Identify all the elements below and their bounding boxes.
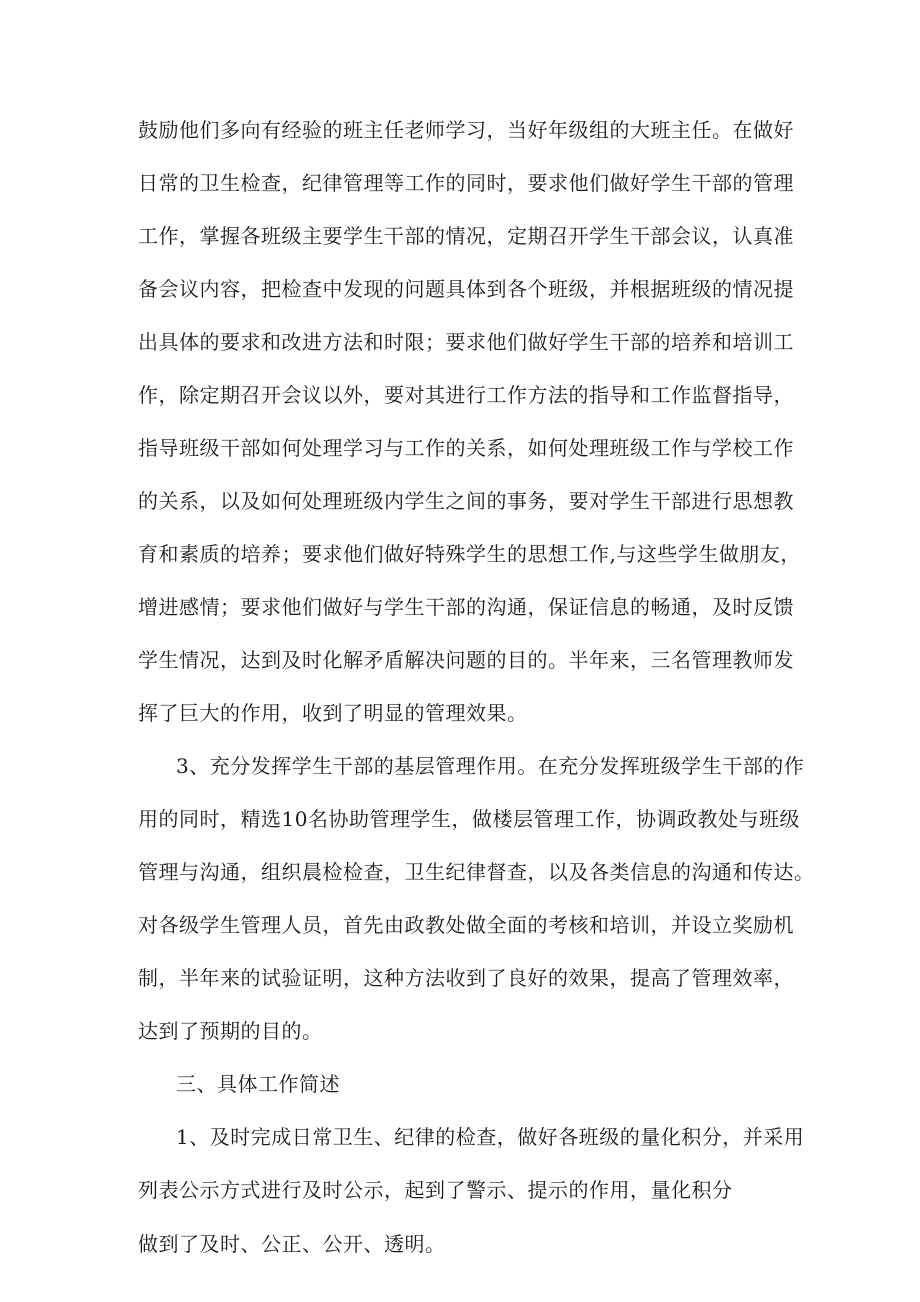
text-line: 指导班级干部如何处理学习与工作的关系，如何处理班级工作与学校工作: [138, 436, 794, 460]
paragraph-heading-1: 1、及时完成日常卫生、纪律的检查，做好各班级的量化积分，并采用: [176, 1125, 805, 1149]
paragraph-heading-3: 3、充分发挥学生干部的基层管理作用。在充分发挥班级学生干部的作: [176, 754, 805, 778]
text-line: 备会议内容，把检查中发现的问题具体到各个班级，并根据班级的情况提: [138, 277, 794, 301]
text-line: 鼓励他们多向有经验的班主任老师学习，当好年级组的大班主任。在做好: [138, 118, 794, 142]
text-line: 制，半年来的试验证明，这种方法收到了良好的效果，提高了管理效率，: [138, 966, 794, 990]
text-line: 工作，掌握各班级主要学生干部的情况，定期召开学生干部会议，认真准: [138, 224, 794, 248]
text-line: 达到了预期的目的。: [138, 1019, 323, 1043]
text-line: 列表公示方式进行及时公示，起到了警示、提示的作用，量化积分: [138, 1178, 733, 1202]
text-line: 增进感情；要求他们做好与学生干部的沟通，保证信息的畅通，及时反馈: [138, 595, 794, 619]
text-line: 作，除定期召开会议以外，要对其进行工作方法的指导和工作监督指导，: [138, 383, 794, 407]
text-line: 的关系，以及如何处理班级内学生之间的事务，要对学生干部进行思想教: [138, 489, 794, 513]
text-line: 管理与沟通，组织晨检检查，卫生纪律督查，以及各类信息的沟通和传达。: [138, 860, 815, 884]
text-line: 做到了及时、公正、公开、透明。: [138, 1232, 446, 1256]
section-heading: 三、具体工作简述: [176, 1072, 340, 1096]
text-line: 日常的卫生检查，纪律管理等工作的同时，要求他们做好学生干部的管理: [138, 171, 794, 195]
text-line: 挥了巨大的作用，收到了明显的管理效果。: [138, 701, 528, 725]
text-line: 出具体的要求和改进方法和时限；要求他们做好学生干部的培养和培训工: [138, 330, 794, 354]
text-line: 学生情况，达到及时化解矛盾解决问题的目的。半年来，三名管理教师发: [138, 648, 794, 672]
text-line: 对各级学生管理人员，首先由政教处做全面的考核和培训，并设立奖励机: [138, 913, 794, 937]
text-line: 用的同时，精选10名协助管理学生，做楼层管理工作，协调政教处与班级: [138, 807, 800, 831]
text-line: 育和素质的培养；要求他们做好特殊学生的思想工作,与这些学生做朋友，: [138, 542, 801, 566]
